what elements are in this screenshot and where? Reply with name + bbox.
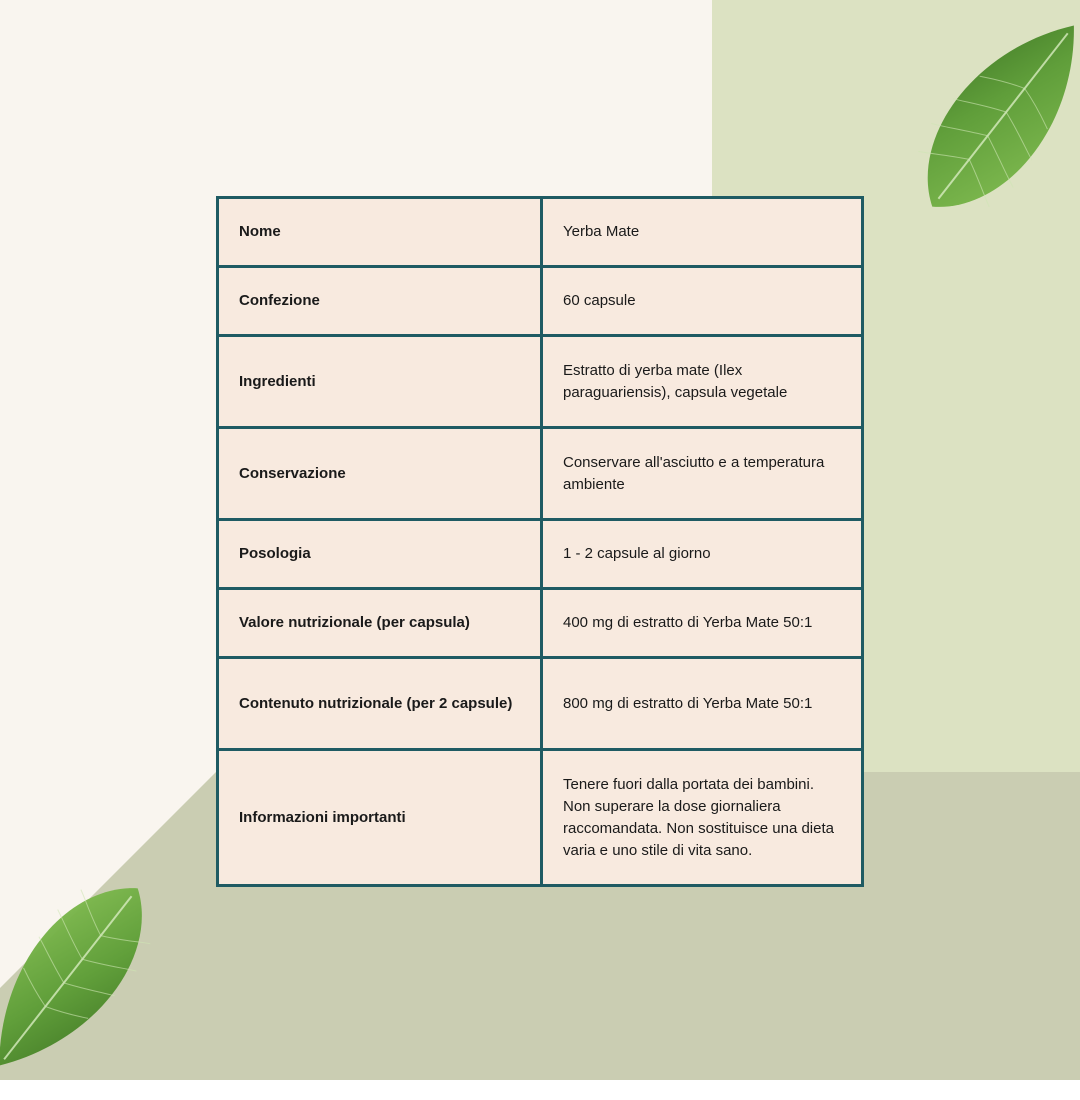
table-row: [218, 428, 863, 520]
table-row: [218, 336, 863, 428]
leaf-icon: [0, 850, 170, 1100]
row-label: Conservazione: [218, 428, 542, 520]
table-row: [218, 520, 863, 589]
row-value: 60 capsule: [542, 267, 863, 336]
row-label: Valore nutrizionale (per capsula): [218, 589, 542, 658]
row-value: Conservare all'asciutto e a temperatura ambiente: [542, 428, 863, 520]
row-label: Posologia: [218, 520, 542, 589]
row-value: 400 mg di estratto di Yerba Mate 50:1: [542, 589, 863, 658]
leaf-icon: [900, 0, 1080, 250]
table-row: [218, 589, 863, 658]
row-value: 800 mg di estratto di Yerba Mate 50:1: [542, 658, 863, 750]
row-value: Tenere fuori dalla portata dei bambini. Non superare la dose giornaliera raccomandata. Non sostituisce una dieta varia e uno stile di vita sano.: [542, 750, 863, 886]
row-label: Nome: [218, 198, 542, 267]
table-row: [218, 267, 863, 336]
row-value: Estratto di yerba mate (Ilex paraguariensis), capsula vegetale: [542, 336, 863, 428]
row-label: Ingredienti: [218, 336, 542, 428]
spec-table: [216, 196, 864, 887]
row-label: Contenuto nutrizionale (per 2 capsule): [218, 658, 542, 750]
product-spec-table: [216, 196, 864, 887]
row-label: Informazioni importanti: [218, 750, 542, 886]
row-value: 1 - 2 capsule al giorno: [542, 520, 863, 589]
table-row: [218, 198, 863, 267]
row-label: Confezione: [218, 267, 542, 336]
table-row: [218, 658, 863, 750]
row-value: Yerba Mate: [542, 198, 863, 267]
table-row: [218, 750, 863, 886]
